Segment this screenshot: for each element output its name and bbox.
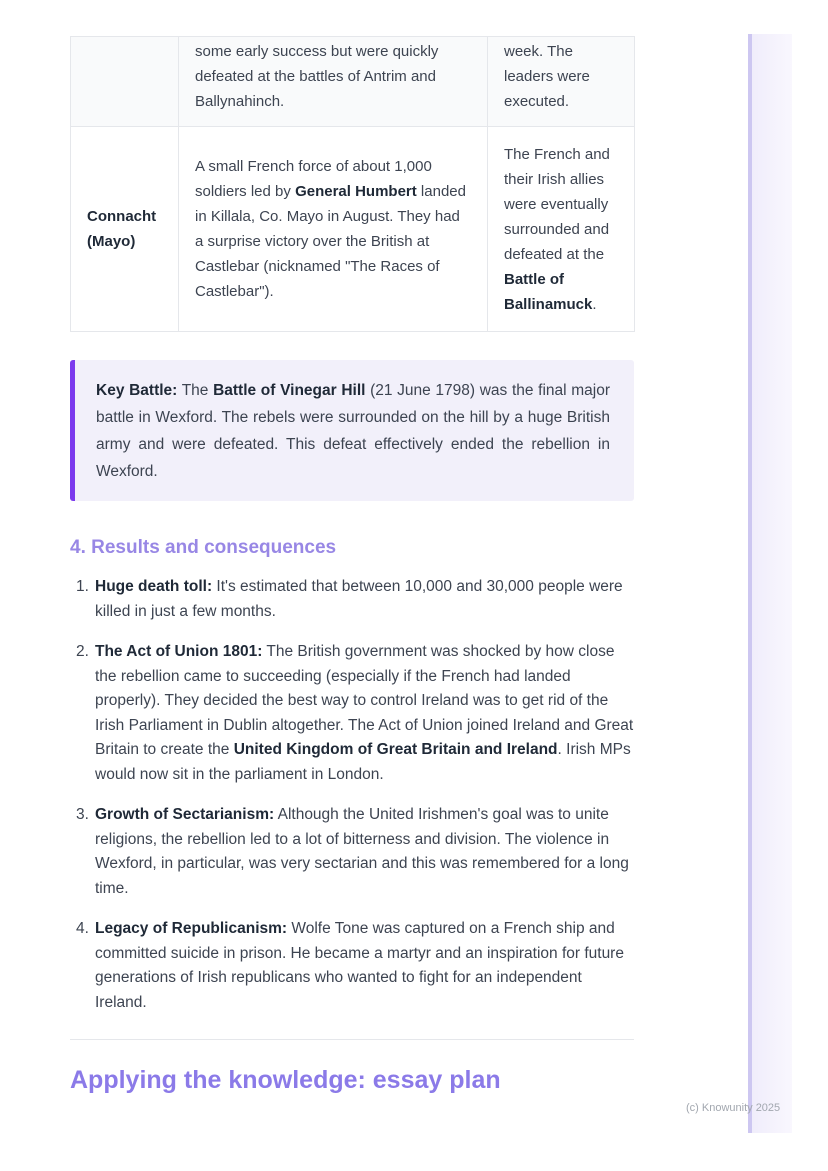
callout-text: The: [177, 382, 214, 399]
region-label: Connacht (Mayo): [87, 208, 157, 250]
callout-text: (21 June 1798) was the final major battle in Wexford. The rebels were surrounded on the hill by a huge British army and were defeated. This defeat effectively ended the rebellion in Wexford.: [96, 382, 610, 480]
list-item: [70, 575, 634, 624]
list-item-number: 1.: [76, 578, 89, 595]
callout-paragraph: [96, 377, 610, 485]
rebellion-regions-table: [70, 36, 635, 332]
list-item: [70, 917, 634, 1015]
events-text: A small French force of about 1,000 soldiers led by: [195, 158, 432, 200]
list-item: [70, 640, 634, 787]
section-divider: [70, 1039, 634, 1040]
page-content: [70, 36, 634, 1095]
outcome-cell: [488, 37, 635, 127]
list-item-body: [95, 917, 634, 1015]
outcome-cell: [488, 127, 635, 332]
outcome-text: week. The leaders were executed.: [504, 43, 590, 110]
table-row-continued: [71, 37, 635, 127]
events-cell: [179, 37, 488, 127]
list-item: [70, 803, 634, 901]
list-item-text: . Irish MPs would now sit in the parliament in London.: [95, 741, 631, 783]
list-item-number: 3.: [76, 806, 89, 823]
results-list: [70, 575, 634, 1015]
page-edge-decoration: [748, 34, 792, 1133]
outcome-text: .: [592, 295, 597, 313]
callout-label: Key Battle:: [96, 382, 178, 399]
list-item-text: It's estimated that between 10,000 and 30,000 people were killed in just a few months.: [95, 578, 623, 620]
key-battle-callout: [70, 360, 634, 501]
callout-bold-text: Battle of Vinegar Hill: [213, 382, 366, 399]
list-item-lead: Growth of Sectarianism:: [95, 806, 275, 823]
list-item-lead: The Act of Union 1801:: [95, 643, 263, 660]
outcome-bold-text: Battle of Ballinamuck: [504, 270, 593, 313]
list-item-number: 4.: [76, 920, 89, 937]
list-item-body: [95, 803, 634, 901]
region-cell: [71, 127, 179, 332]
region-cell: [71, 37, 179, 127]
essay-plan-heading: Applying the knowledge: essay plan: [70, 1066, 501, 1094]
outcome-text: The French and their Irish allies were eventually surrounded and defeated at the: [504, 145, 610, 263]
list-item-text: Although the United Irishmen's goal was to unite religions, the rebellion led to a lot of bitterness and division. The violence in Wexford, in particular, was very sectarian and this was remembered for a long time.: [95, 806, 629, 897]
events-text: landed in Killala, Co. Mayo in August. They had a surprise victory over the British at Castlebar (nicknamed "The Races of Castlebar").: [195, 183, 466, 300]
events-bold-text: General Humbert: [295, 183, 417, 200]
watermark: (c) Knowunity 2025: [686, 1102, 781, 1114]
table-row-connacht: [71, 127, 635, 332]
events-cell: [179, 127, 488, 332]
list-item-lead: Legacy of Republicanism:: [95, 920, 288, 937]
list-item-number: 2.: [76, 643, 89, 660]
results-section-heading: 4. Results and consequences: [70, 537, 337, 558]
list-item-lead: Huge death toll:: [95, 578, 213, 595]
list-item-text: The British government was shocked by how close the rebellion came to succeeding (especially if the French had landed properly). They decided the best way to control Ireland was to get rid of the Irish Parliament in Dublin altogether. The Act of Union joined Ireland and Great Britain to create the: [95, 643, 634, 758]
list-item-body: [95, 640, 634, 787]
list-item-bold-text: United Kingdom of Great Britain and Ireland: [233, 741, 558, 758]
events-text: some early success but were quickly defeated at the battles of Antrim and Ballynahinch.: [195, 43, 439, 110]
list-item-body: [95, 575, 634, 624]
list-item-text: Wolfe Tone was captured on a French ship and committed suicide in prison. He became a martyr and an inspiration for future generations of Irish republicans who wanted to fight for an independent Ireland.: [95, 920, 624, 1011]
